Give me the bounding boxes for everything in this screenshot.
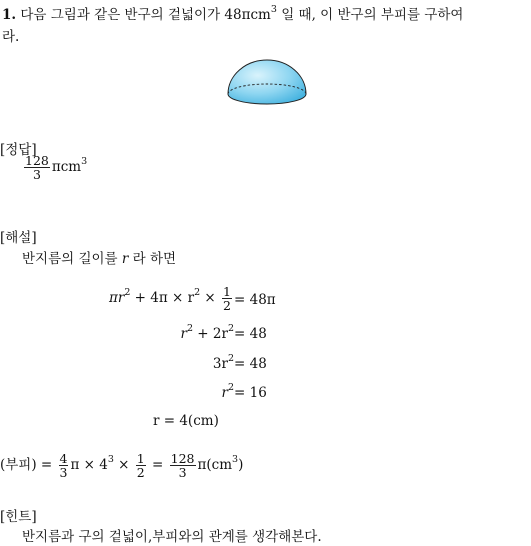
equation-5: r = 4(cm) [153,413,219,429]
question-line-2: 라. [2,29,20,45]
answer-label: [정답] [0,142,37,158]
volume-fraction-1: $\frac{4}{3}$ [59,451,68,481]
equation-1-rhs: = 48π [234,292,276,308]
equation-1-lhs: $\pi r^2 + 4\pi \times r^2$ × $\frac{1}{2}$ [109,284,231,314]
hint-label: [힌트] [0,509,37,525]
volume-equation: (부피) = $\frac{4}{3}$ $\pi \times 4^3$ × $\frac{1}{2}$ = $\frac{128}{3}$ $\pi(cm^3)$ [0,451,244,481]
question-number: 1. [2,7,17,23]
volume-fraction-3: $\frac{128}{3}$ [170,451,195,481]
volume-fraction-2: $\frac{1}{2}$ [136,451,145,481]
hemisphere-figure [224,58,310,110]
equation-2-lhs: $r^2 + 2r^2$ [180,323,234,342]
equation-3-lhs: $3r^2$ [212,353,234,372]
pi-symbol: π [241,7,251,23]
answer-fraction: $\frac{128}{3}$ [25,153,49,183]
question-text-a: 다음 그림과 같은 반구의 겉넓이가 [20,7,225,23]
answer-exp: 3 [81,156,88,168]
unit-exponent: 3 [270,4,277,16]
unit-cm: cm [250,7,271,23]
explanation-intro: 반지름의 길이를 r 라 하면 [22,251,177,267]
answer-value [22,154,87,181]
hint-text: 반지름과 구의 겉넓이,부피와의 관계를 생각해본다. [22,529,322,545]
hemisphere-dome [228,60,306,104]
equation-2-rhs: = 48 [234,326,267,342]
answer-tail: πcm [51,159,82,176]
question-line-1 [2,3,463,23]
explanation-label: [해설] [0,230,37,246]
equation-3-rhs: = 48 [234,356,267,372]
surface-value: 48 [224,7,242,23]
equation-4-lhs: $r^2$ [221,382,234,401]
equation-4-rhs: = 16 [234,385,267,401]
question-text-b: 일 때, 이 반구의 부피를 구하여 [276,7,464,23]
equation-1-fraction: $\frac{1}{2}$ [223,284,231,314]
